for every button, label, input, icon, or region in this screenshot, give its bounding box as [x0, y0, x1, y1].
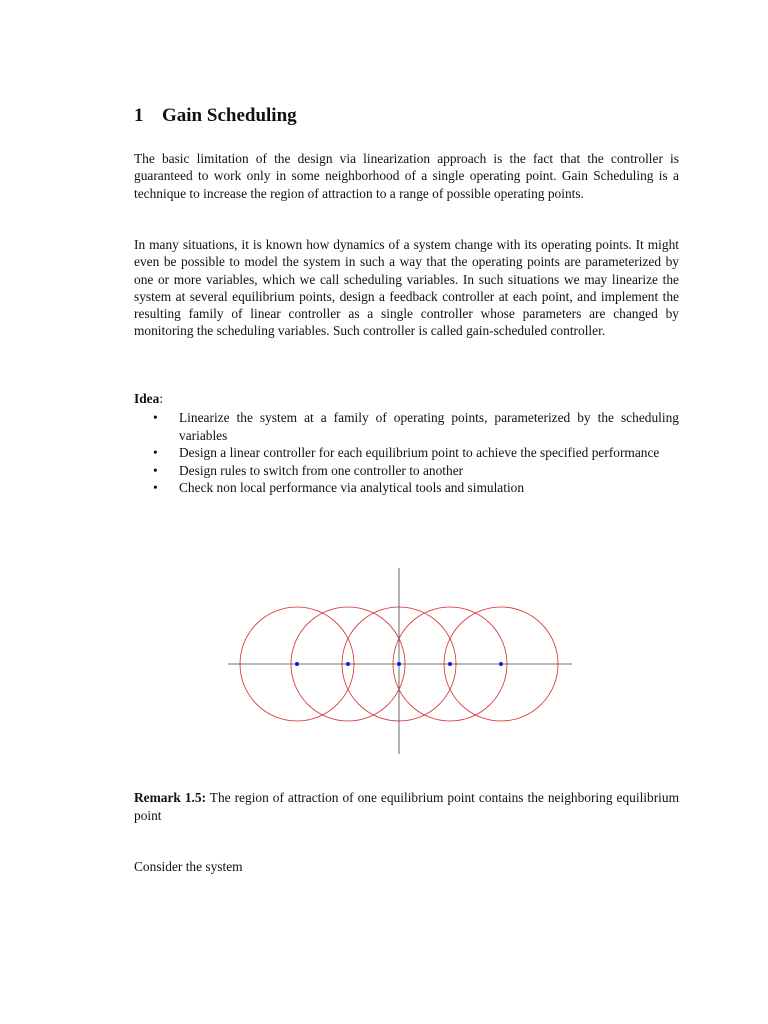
- idea-item-text: Check non local performance via analytical tools and simulation: [179, 480, 525, 496]
- idea-list-item: [134, 444, 679, 462]
- remark-text: The region of attraction of one equilibrium point contains the neighboring equilibrium point: [134, 790, 680, 823]
- bullet-icon: •: [153, 462, 158, 478]
- bullet-icon: •: [153, 445, 158, 461]
- section-title: Gain Scheduling: [162, 105, 297, 126]
- equilibrium-point: [295, 662, 299, 666]
- equilibrium-point: [448, 662, 452, 666]
- idea-list-item: [134, 409, 679, 444]
- closing-line: Consider the system: [134, 859, 243, 874]
- idea-item-text: Design a linear controller for each equilibrium point to achieve the specified performance: [179, 445, 660, 461]
- section-number: 1: [134, 105, 144, 126]
- paragraph-limitation: The basic limitation of the design via linearization approach is the fact that the controller is guaranteed to work only in some neighborhood of a single operating point. Gain Scheduling is a technique to increase the region of attraction to a range of possible operating points.: [134, 151, 679, 201]
- bullet-icon: •: [153, 480, 158, 496]
- paragraph-dynamics: In many situations, it is known how dynamics of a system change with its operating points. It might even be possible to model the system in such a way that the operating points are parameterized by one or more variables, which we call scheduling variables. In such situations we may linearize the system at several equilibrium points, design a feedback controller at each point, and implement the resulting family of linear controller as a single controller whose parameters are changed by monitoring the scheduling variables. Such controller is called gain-scheduled controller.: [134, 237, 679, 339]
- idea-label: [134, 390, 163, 407]
- remark: [134, 789, 679, 824]
- bullet-icon: •: [153, 410, 158, 425]
- regions-of-attraction-figure: [226, 566, 576, 756]
- idea-label-text: Idea: [134, 391, 160, 406]
- idea-colon: :: [159, 391, 164, 406]
- idea-list: [134, 409, 679, 497]
- idea-list-item: [134, 462, 679, 480]
- section-heading: [134, 104, 297, 128]
- equilibrium-point: [346, 662, 350, 666]
- remark-label: Remark 1.5:: [134, 790, 207, 805]
- idea-list-item: [134, 479, 679, 497]
- idea-item-text: Linearize the system at a family of operating points, parameterized by the scheduling variables: [179, 410, 679, 443]
- idea-item-text: Design rules to switch from one controller to another: [179, 462, 464, 478]
- equilibrium-point: [499, 662, 503, 666]
- equilibrium-point: [397, 662, 401, 666]
